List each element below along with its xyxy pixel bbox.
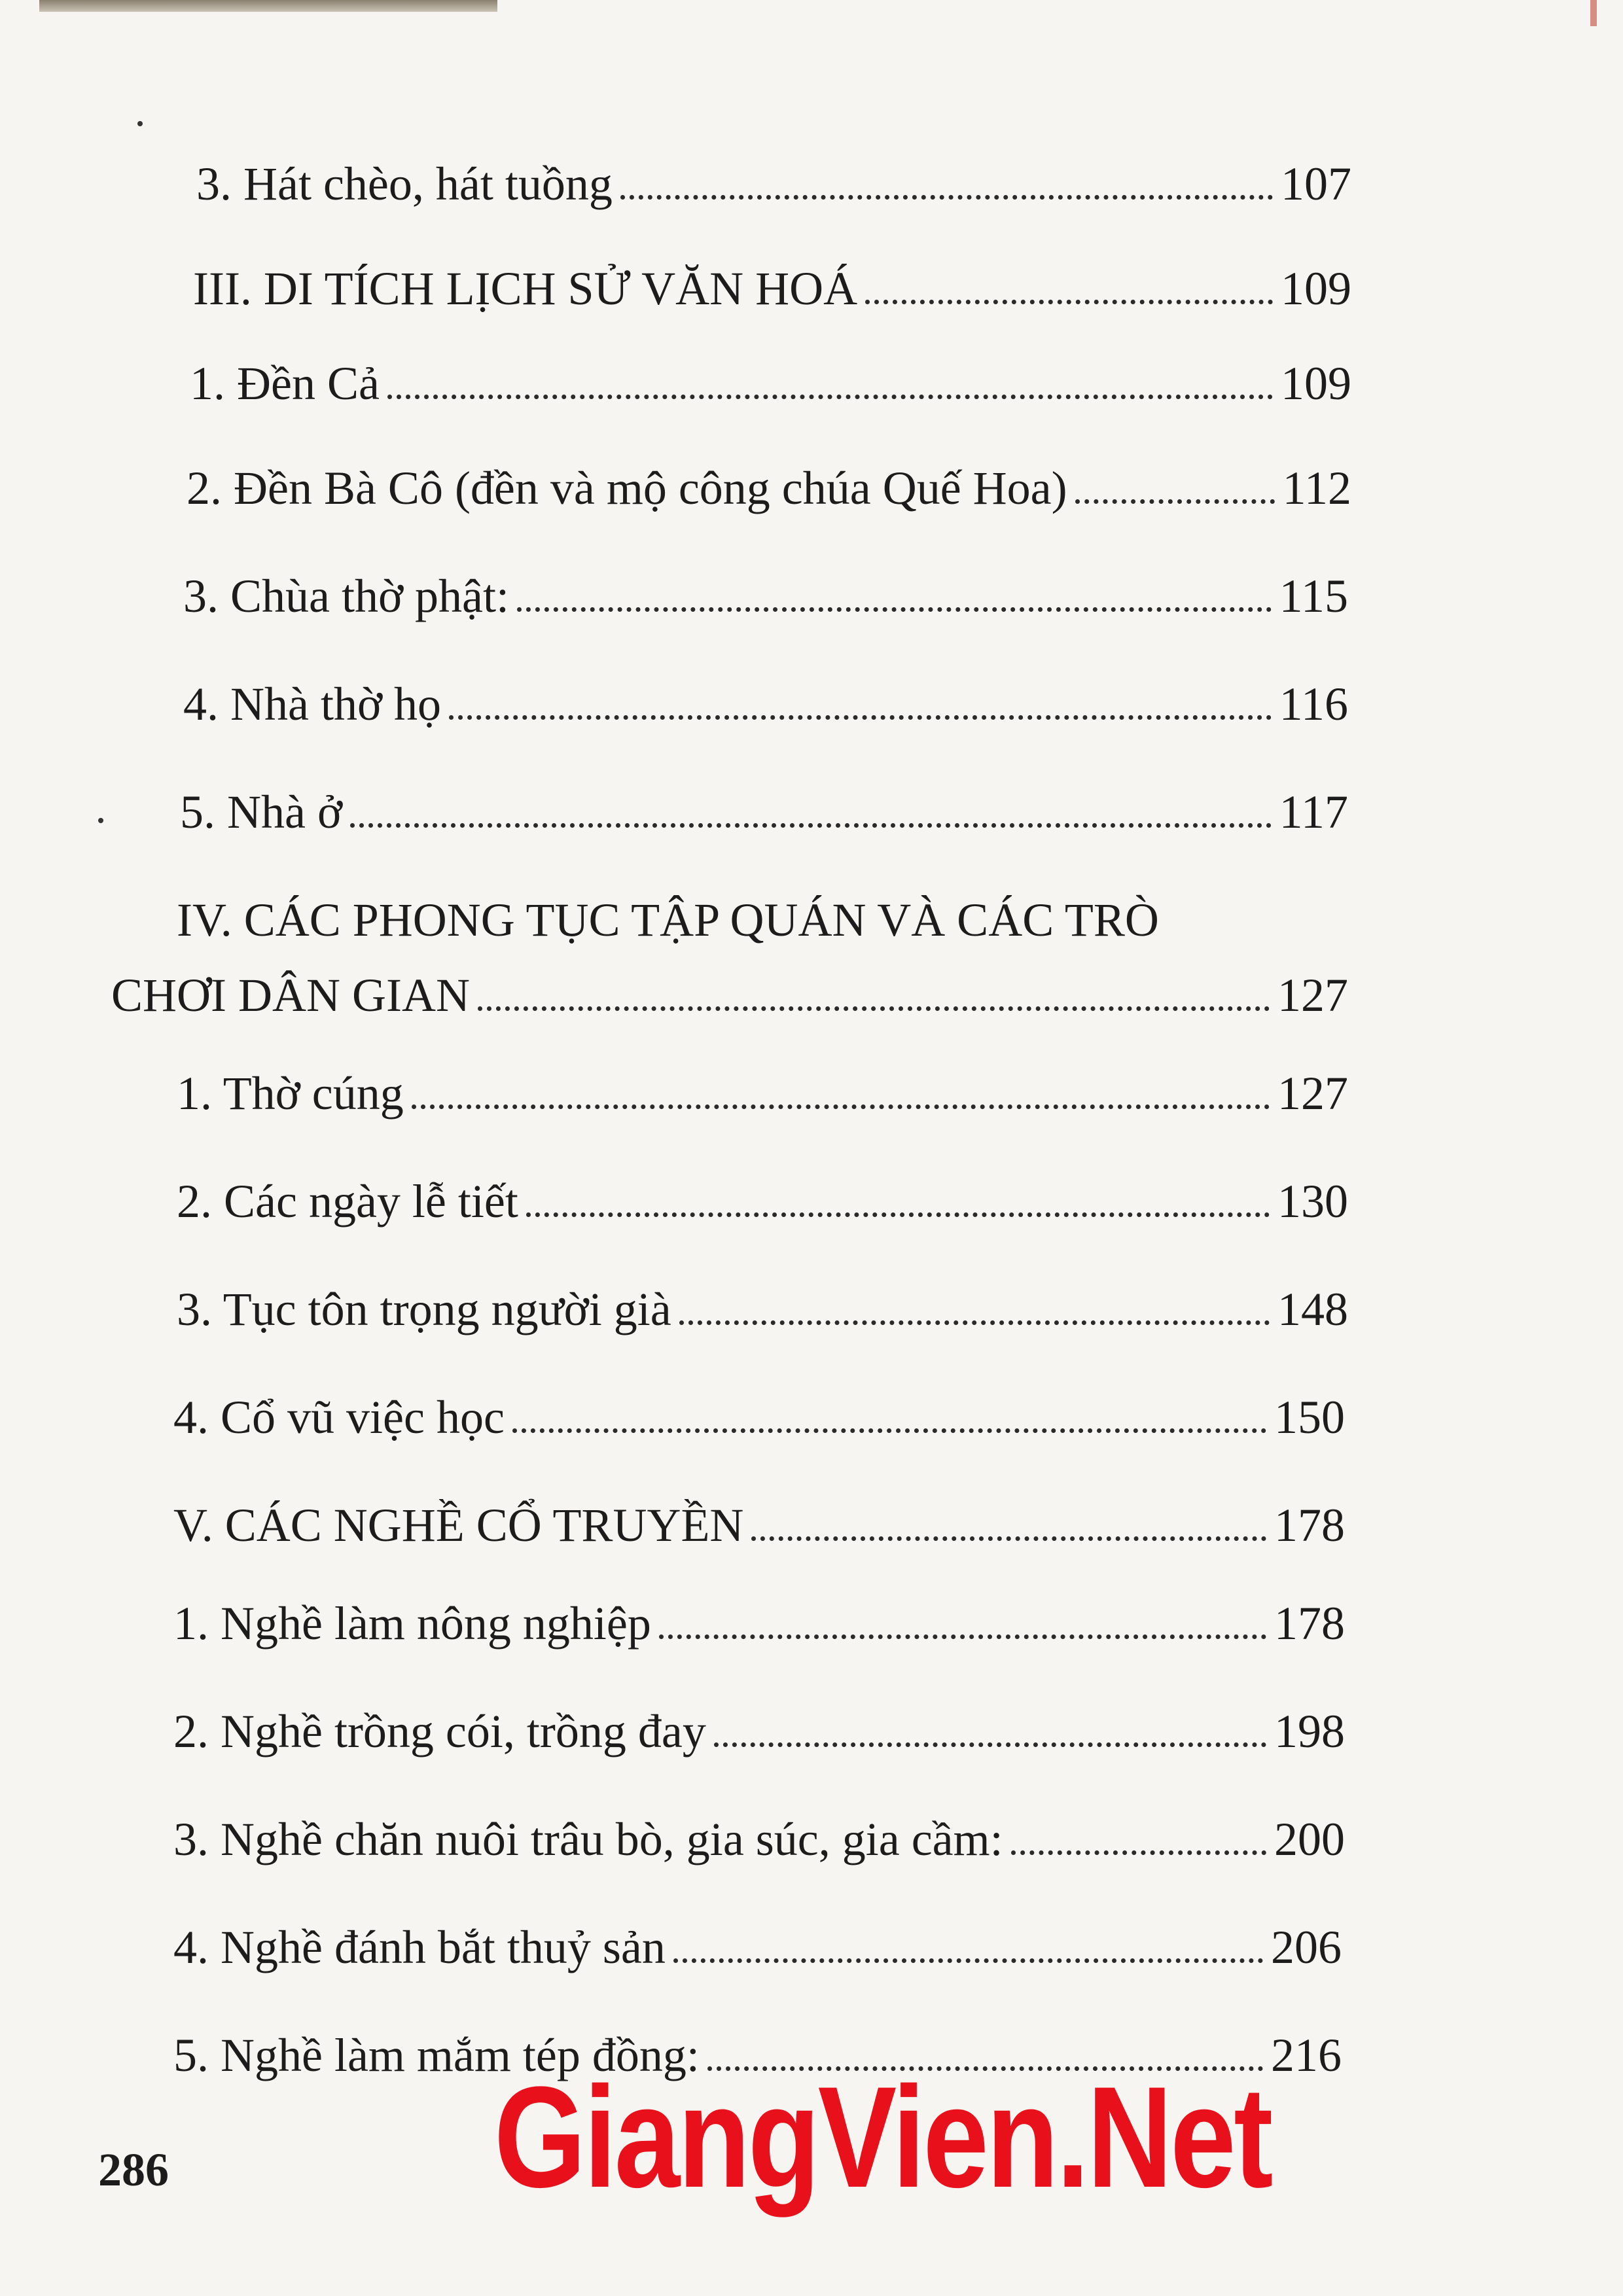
toc-entry-label: 5. Nghề làm mắm tép đồng:: [173, 2029, 700, 2081]
toc-entry: [196, 158, 1351, 210]
toc-entry-page: 216: [1271, 2029, 1342, 2081]
toc-entry-label: 3. Hát chèo, hát tuồng: [196, 158, 613, 210]
toc-entry: [177, 1283, 1348, 1335]
dot-leader: [449, 715, 1272, 720]
toc-entry-label: 3. Nghề chăn nuôi trâu bò, gia súc, gia cầm:: [173, 1813, 1003, 1865]
toc-entry-page: 127: [1277, 969, 1348, 1021]
toc-entry-page: 109: [1281, 262, 1351, 315]
toc-entry-page: 127: [1277, 1067, 1348, 1120]
dot-leader: [620, 195, 1273, 200]
toc-entry: [173, 1391, 1345, 1443]
toc-entry: [173, 1597, 1345, 1650]
dot-leader: [714, 1742, 1266, 1747]
page-number: 286: [98, 2144, 169, 2196]
toc-entry-label: 5. Nhà ở: [180, 786, 343, 838]
toc-entry: [173, 1499, 1345, 1551]
toc-entry-page: 178: [1274, 1499, 1345, 1551]
dot-leader: [1011, 1850, 1266, 1855]
toc-entry-label: 3. Tục tôn trọng người già: [177, 1283, 671, 1335]
toc-entry-label: 1. Nghề làm nông nghiệp: [173, 1597, 651, 1650]
toc-entry: [173, 1813, 1345, 1865]
toc-entry: [173, 1921, 1342, 1973]
dot-leader: [512, 1428, 1266, 1433]
toc-entry-page: 150: [1274, 1391, 1345, 1443]
toc-entry-page: 117: [1279, 786, 1348, 838]
toc-entry-page: 198: [1274, 1705, 1345, 1757]
toc-entry-page: 107: [1281, 158, 1351, 210]
toc-entry-page: 206: [1271, 1921, 1342, 1973]
toc-entry: [173, 1705, 1345, 1757]
toc-entry-page: 112: [1282, 462, 1351, 514]
dot-leader: [673, 1958, 1263, 1963]
toc-section-heading: IV. CÁC PHONG TỤC TẬP QUÁN VÀ CÁC TRÒ: [177, 894, 1159, 946]
toc-entry-label: 2. Các ngày lễ tiết: [177, 1175, 518, 1227]
toc-entry-label: 2. Đền Bà Cô (đền và mộ công chúa Quế Hoa): [187, 462, 1067, 514]
toc-entry: [111, 969, 1348, 1021]
dot-leader: [1075, 499, 1275, 504]
dot-leader: [659, 1634, 1266, 1639]
toc-entry: [183, 570, 1348, 622]
toc-entry-label: CHƠI DÂN GIAN: [111, 969, 470, 1021]
toc-entry-page: 178: [1274, 1597, 1345, 1650]
dot-leader: [526, 1212, 1270, 1217]
toc-entry-label: 1. Đền Cả: [190, 357, 380, 410]
speck-mark: [137, 121, 143, 126]
toc-entry-label: V. CÁC NGHỀ CỔ TRUYỀN: [173, 1499, 744, 1551]
corner-mark: [1590, 0, 1597, 26]
toc-entry-page: 115: [1279, 570, 1348, 622]
toc-entry-page: 130: [1277, 1175, 1348, 1227]
toc-entry-page: 148: [1277, 1283, 1348, 1335]
toc-entry: [193, 262, 1351, 315]
dot-leader: [517, 607, 1272, 612]
toc-entry-label: 4. Nghề đánh bắt thuỷ sản: [173, 1921, 666, 1973]
toc-entry-label: 3. Chùa thờ phật:: [183, 570, 510, 622]
toc-entry-label: 4. Nhà thờ họ: [183, 678, 442, 730]
toc-entry: [180, 788, 1348, 836]
speck-mark: [98, 818, 103, 823]
dot-leader: [478, 1006, 1270, 1011]
toc-entry: [190, 357, 1351, 410]
toc-entry: [177, 1067, 1348, 1120]
watermark-logo: GiangVien.Net: [494, 2057, 1272, 2217]
top-rule: [39, 0, 497, 12]
toc-entry: [177, 1175, 1348, 1227]
toc-entry-label: III. DI TÍCH LỊCH SỬ VĂN HOÁ: [193, 262, 858, 315]
toc-entry-page: 109: [1281, 357, 1351, 410]
dot-leader: [412, 1104, 1270, 1109]
dot-leader: [350, 823, 1272, 828]
toc-entry-page: 200: [1274, 1813, 1345, 1865]
dot-leader: [751, 1536, 1266, 1541]
toc-entry-label: 1. Thờ cúng: [177, 1067, 404, 1120]
toc-entry: [183, 680, 1348, 728]
dot-leader: [865, 300, 1273, 304]
toc-entry: [187, 462, 1351, 514]
toc-entry-label: 4. Cổ vũ việc học: [173, 1391, 505, 1443]
dot-leader: [679, 1320, 1270, 1325]
toc-entry-page: 116: [1279, 678, 1348, 730]
toc-entry-label: 2. Nghề trồng cói, trồng đay: [173, 1705, 706, 1757]
dot-leader: [387, 395, 1273, 399]
